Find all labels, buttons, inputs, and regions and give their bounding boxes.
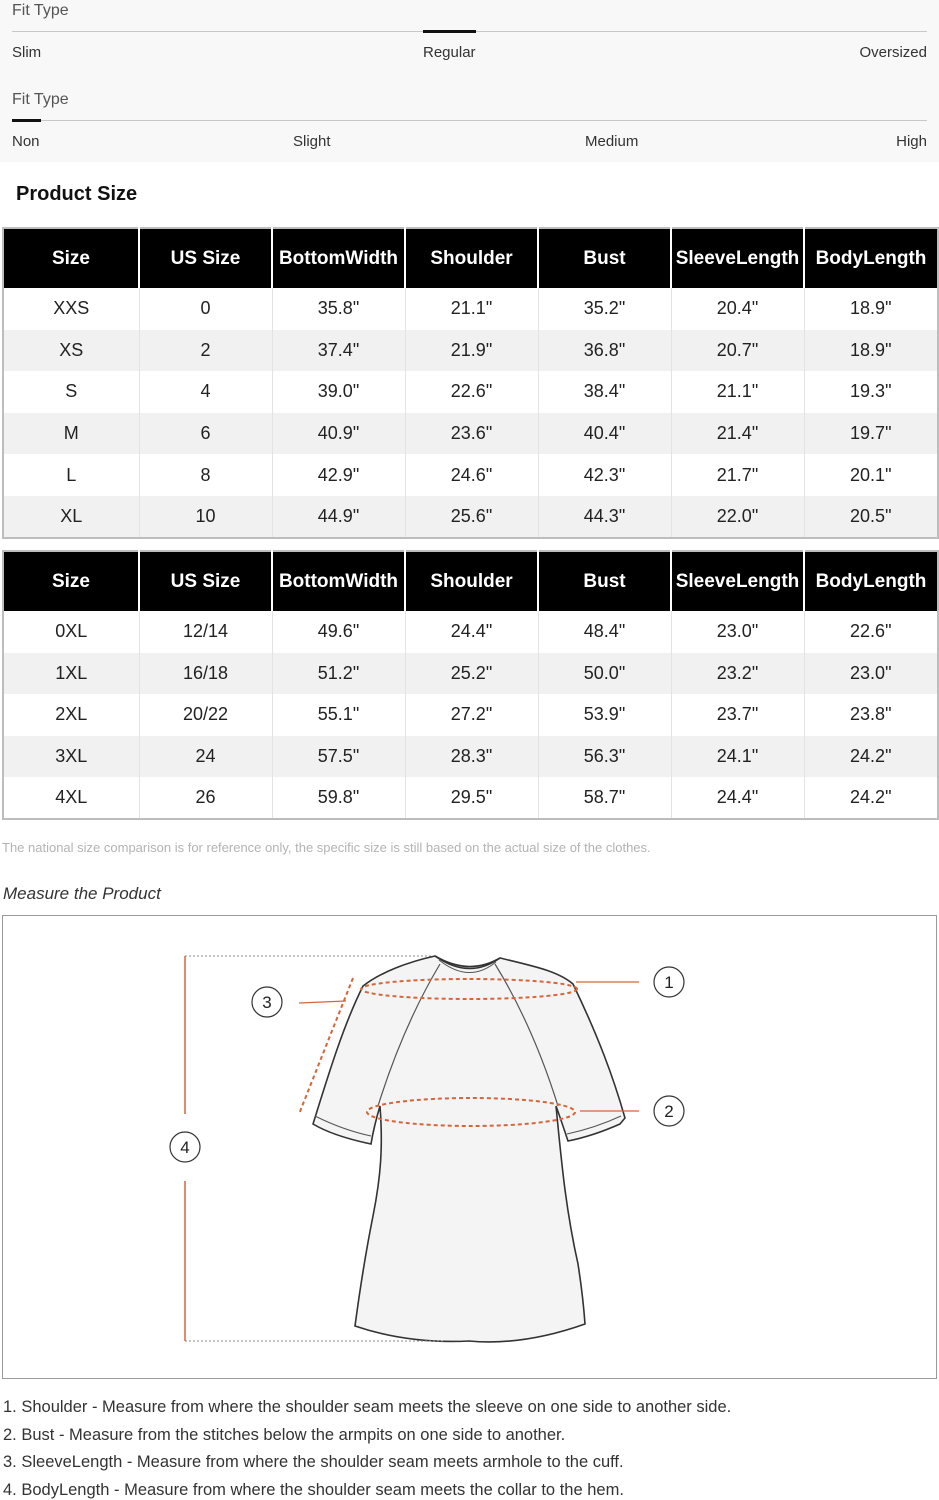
fit-scale-label: Oversized [859, 44, 927, 61]
table-cell: 40.4" [538, 413, 671, 455]
tshirt-diagram [3, 916, 938, 1380]
table-cell: 35.8" [272, 288, 405, 330]
table-row [3, 288, 938, 330]
header-sleeve-length: SleeveLength [671, 228, 804, 288]
instruction-body-length: 4. BodyLength - Measure from where the shoulder seam meets the collar to the hem. [3, 1481, 624, 1500]
table-cell: 22.6" [405, 371, 538, 413]
header-bottom-width: BottomWidth [272, 228, 405, 288]
table-cell: 23.0" [804, 653, 938, 695]
table-cell: 24.1" [671, 736, 804, 778]
table-cell: 2 [139, 330, 272, 372]
table-cell: 35.2" [538, 288, 671, 330]
header-sleeve-length: SleeveLength [671, 551, 804, 611]
table-cell: S [65, 381, 78, 402]
table-cell: XXS [53, 298, 90, 319]
table-row [3, 611, 938, 653]
size-table-standard [2, 227, 939, 539]
table-cell: L [66, 464, 77, 485]
header-shoulder: Shoulder [405, 551, 538, 611]
table-cell: 6 [139, 413, 272, 455]
table-cell: 21.4" [671, 413, 804, 455]
table-row [3, 413, 938, 455]
header-size: Size [3, 228, 139, 288]
fit-scale-label: Medium [585, 133, 639, 150]
header-us-size: US Size [139, 228, 272, 288]
svg-text:4: 4 [180, 1138, 190, 1157]
table-cell: 20.4" [671, 288, 804, 330]
header-bust: Bust [538, 551, 671, 611]
table-cell: 29.5" [405, 777, 538, 819]
table-cell: 20/22 [139, 694, 272, 736]
table-row [3, 653, 938, 695]
table-cell: 20.1" [804, 454, 938, 496]
table-cell: 28.3" [405, 736, 538, 778]
table-cell: 53.9" [538, 694, 671, 736]
table-cell: 21.7" [671, 454, 804, 496]
table-cell: 49.6" [272, 611, 405, 653]
table-cell: 38.4" [538, 371, 671, 413]
table-cell: 21.1" [405, 288, 538, 330]
table-cell: 21.9" [405, 330, 538, 372]
table-row [3, 777, 938, 819]
header-body-length: BodyLength [804, 228, 938, 288]
header-bottom-width: BottomWidth [272, 551, 405, 611]
table-cell: 24.4" [671, 777, 804, 819]
table-cell: 10 [139, 496, 272, 538]
measurement-diagram [2, 915, 937, 1379]
table-cell: 4 [139, 371, 272, 413]
table-cell: 42.9" [272, 454, 405, 496]
table-cell: 44.9" [272, 496, 405, 538]
table-cell: 24.4" [405, 611, 538, 653]
table-cell: 22.0" [671, 496, 804, 538]
table-cell: 1XL [3, 653, 139, 695]
fit-scale-title: Fit Type [12, 91, 69, 108]
fit-scale-marker [12, 119, 41, 122]
table-cell: 56.3" [538, 736, 671, 778]
header-body-length: BodyLength [804, 551, 938, 611]
measure-instructions [3, 1394, 933, 1500]
table-cell: 40.9" [272, 413, 405, 455]
table-cell: 4XL [55, 787, 88, 808]
table-cell: M [3, 413, 139, 455]
table-cell: 57.5" [272, 736, 405, 778]
table-header-row [3, 551, 938, 611]
fit-scale-label: High [896, 133, 927, 150]
table-cell: 21.1" [671, 371, 804, 413]
table-cell: XL [3, 496, 139, 538]
table-cell: 23.7" [671, 694, 804, 736]
table-cell: 25.6" [405, 496, 538, 538]
product-size-title: Product Size [16, 183, 138, 205]
fit-scale-label: Non [12, 133, 40, 150]
instruction-bust: 2. Bust - Measure from the stitches below the armpits on one side to another. [3, 1425, 566, 1444]
table-row [3, 371, 938, 413]
table-row [3, 736, 938, 778]
fit-scale-line [12, 120, 927, 121]
table-cell: 55.1" [272, 694, 405, 736]
table-cell: 37.4" [272, 330, 405, 372]
table-cell: 23.6" [405, 413, 538, 455]
header-bust: Bust [538, 228, 671, 288]
table-cell: 44.3" [538, 496, 671, 538]
table-cell: 18.9" [804, 330, 938, 372]
table-cell: 24.2" [804, 777, 938, 819]
table-cell: 20.5" [804, 496, 938, 538]
table-row [3, 454, 938, 496]
table-cell: 20.7" [671, 330, 804, 372]
table-cell: 24 [139, 736, 272, 778]
header-us-size: US Size [139, 551, 272, 611]
marker-2 [654, 1096, 684, 1126]
table-cell: 19.7" [804, 413, 938, 455]
table-row [3, 330, 938, 372]
table-cell: 12/14 [139, 611, 272, 653]
table-cell: 2XL [55, 704, 88, 725]
table-cell: 0XL [55, 621, 88, 642]
table-cell: 51.2" [272, 653, 405, 695]
table-cell: 23.2" [671, 653, 804, 695]
table-cell: 58.7" [538, 777, 671, 819]
table-cell: 19.3" [804, 371, 938, 413]
measure-title: Measure the Product [3, 884, 161, 903]
fit-scale-label: Slight [293, 133, 331, 150]
table-cell: 25.2" [405, 653, 538, 695]
table-cell: 26 [139, 777, 272, 819]
tshirt-illustration [313, 956, 625, 1342]
table-cell: 22.6" [804, 611, 938, 653]
header-shoulder: Shoulder [405, 228, 538, 288]
table-cell: 8 [139, 454, 272, 496]
fit-scale-label: Regular [423, 44, 476, 61]
fit-scale-marker [423, 30, 476, 33]
fit-type-panel [0, 0, 939, 162]
table-cell: 42.3" [538, 454, 671, 496]
table-cell: 23.0" [671, 611, 804, 653]
table-cell: 16/18 [139, 653, 272, 695]
table-cell: 18.9" [804, 288, 938, 330]
size-table-plus [2, 550, 939, 820]
fit-scale-label: Slim [12, 44, 42, 61]
table-cell: 23.8" [804, 694, 938, 736]
table-cell: 59.8" [272, 777, 405, 819]
table-cell: 0 [139, 288, 272, 330]
marker-1 [654, 967, 684, 997]
table-header-row [3, 228, 938, 288]
instruction-sleeve-length: 3. SleeveLength - Measure from where the shoulder seam meets armhole to the cuff. [3, 1453, 624, 1472]
table-cell: 48.4" [538, 611, 671, 653]
table-cell: 27.2" [405, 694, 538, 736]
header-size: Size [3, 551, 139, 611]
table-cell: 39.0" [272, 371, 405, 413]
table-cell: 3XL [3, 736, 139, 778]
table-cell: 24.6" [405, 454, 538, 496]
table-row [3, 496, 938, 538]
table-cell: XS [3, 330, 139, 372]
table-cell: 36.8" [538, 330, 671, 372]
table-row [3, 694, 938, 736]
table-cell: 50.0" [538, 653, 671, 695]
size-note: The national size comparison is for reference only, the specific size is still based on the actual size of the clothes. [2, 840, 651, 855]
svg-text:3: 3 [262, 993, 272, 1012]
instruction-shoulder: 1. Shoulder - Measure from where the shoulder seam meets the sleeve on one side to another side. [3, 1398, 732, 1416]
table-cell: 24.2" [804, 736, 938, 778]
marker-4 [170, 1132, 200, 1162]
marker-3 [252, 987, 282, 1017]
svg-text:1: 1 [664, 973, 674, 992]
fit-scale-title: Fit Type [12, 2, 69, 19]
svg-text:2: 2 [664, 1102, 674, 1121]
